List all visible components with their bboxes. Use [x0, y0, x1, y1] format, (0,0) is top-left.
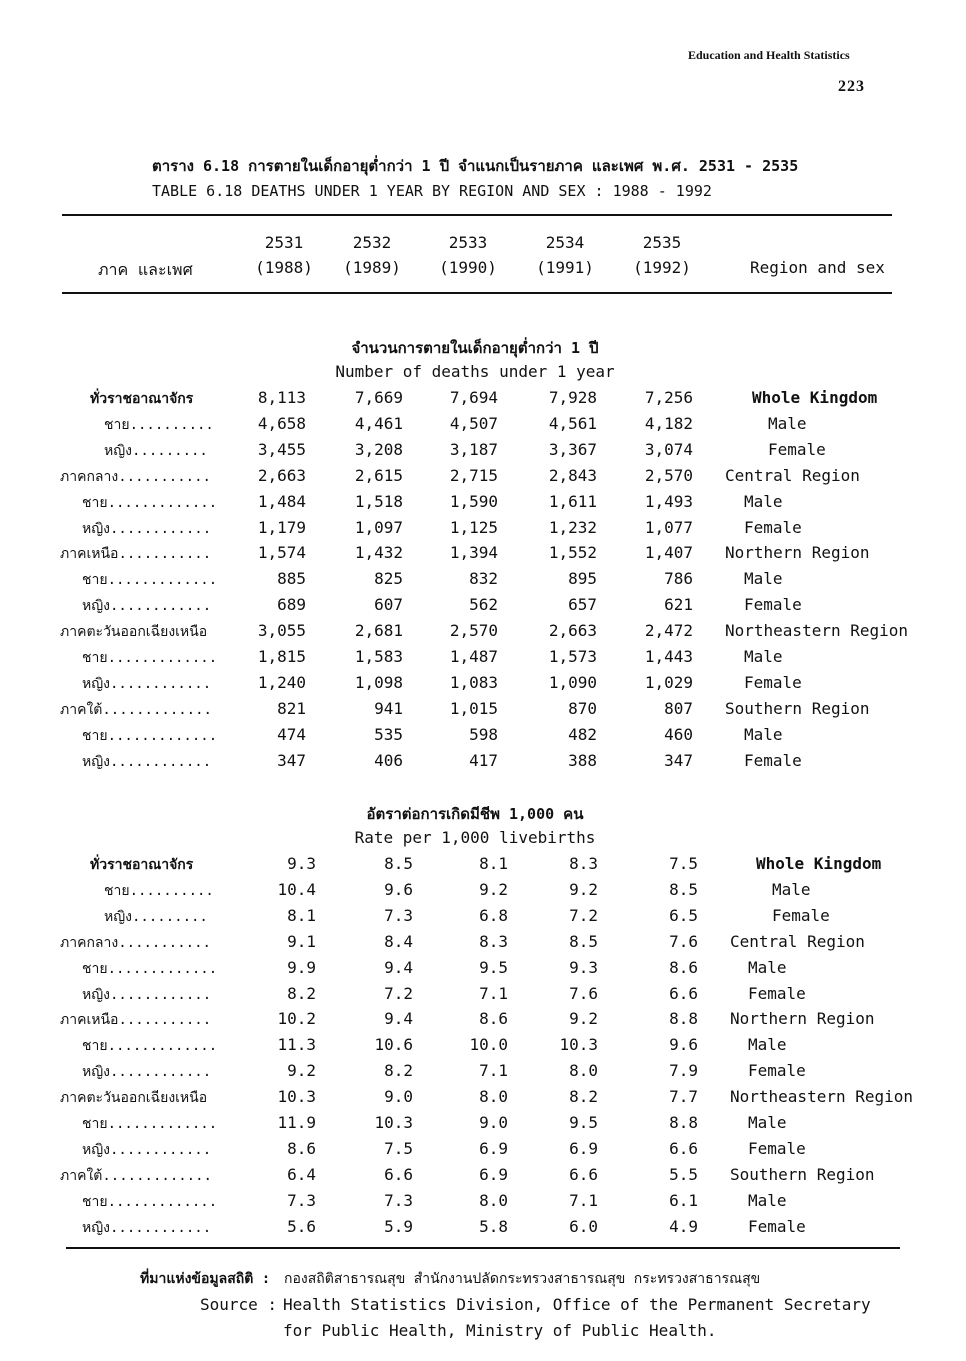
source-line-1: Health Statistics Division, Office of the Permanent Secretary — [283, 1295, 871, 1314]
cell-value: 8.0 — [479, 1190, 508, 1210]
cell-value: 4.9 — [669, 1216, 698, 1236]
cell-value: 9.2 — [569, 1009, 598, 1029]
row-label-english: Northeastern Region — [730, 1087, 914, 1107]
cell-value: 7.3 — [287, 1190, 316, 1210]
cell-value: 7,694 — [449, 388, 498, 407]
cell-value: 7,256 — [644, 388, 693, 407]
cell-value: 3,055 — [257, 621, 306, 641]
col-year-4-be: 2534 — [545, 233, 585, 252]
cell-value: 7.3 — [384, 1190, 413, 1210]
row-label-english: Female — [744, 595, 802, 615]
cell-value: 7.2 — [384, 983, 413, 1003]
row-label-thai: ภาคตะวันออกเฉียงเหนือ — [60, 624, 208, 641]
cell-value: 10.2 — [277, 1009, 316, 1029]
source-label: Source : — [200, 1295, 278, 1314]
cell-value: 1,573 — [548, 647, 597, 666]
cell-value: 8.8 — [669, 1009, 698, 1029]
col-year-3-be: 2533 — [448, 233, 488, 252]
row-label-thai: หญิง............ — [82, 986, 212, 1003]
row-label-thai: ชาย............. — [82, 1193, 218, 1210]
row-label-english: Male — [748, 1190, 787, 1210]
row-label-english: Female — [744, 750, 802, 770]
table-row — [0, 388, 966, 414]
table-title-english: TABLE 6.18 DEATHS UNDER 1 YEAR BY REGION AND SEX : 1988 - 1992 — [152, 182, 712, 200]
cell-value: 8.6 — [669, 957, 698, 977]
cell-value: 3,074 — [644, 439, 693, 459]
cell-value: 9.6 — [669, 1035, 698, 1055]
cell-value: 1,394 — [449, 543, 498, 563]
cell-value: 8.8 — [669, 1113, 698, 1132]
cell-value: 8.0 — [479, 1087, 508, 1107]
cell-value: 1,484 — [257, 491, 306, 511]
row-label-english: Male — [748, 957, 787, 977]
cell-value: 895 — [568, 569, 597, 589]
table-title-thai: ตาราง 6.18 การตายในเด็กอายุต่ำกว่า 1 ปี จำแนกเป็นรายภาค และเพศ พ.ศ. 2531 - 2535 — [152, 157, 799, 175]
cell-value: 8.5 — [669, 879, 698, 899]
cell-value: 1,552 — [548, 543, 597, 563]
cell-value: 347 — [664, 750, 693, 770]
cell-value: 607 — [374, 595, 403, 615]
cell-value: 7.9 — [669, 1061, 698, 1081]
cell-value: 3,455 — [257, 439, 306, 459]
cell-value: 10.4 — [277, 879, 316, 899]
cell-value: 2,472 — [644, 621, 693, 641]
row-label-english: Male — [744, 724, 783, 744]
cell-value: 941 — [374, 698, 403, 718]
cell-value: 10.3 — [374, 1113, 413, 1132]
cell-value: 5.6 — [287, 1216, 316, 1236]
section-heading-english: Number of deaths under 1 year — [335, 362, 615, 381]
table-row — [0, 906, 966, 932]
row-label-thai: ชาย............. — [82, 727, 218, 744]
cell-value: 7.3 — [384, 905, 413, 925]
page-number: 223 — [838, 78, 865, 95]
row-label-thai: หญิง............ — [82, 598, 212, 615]
cell-value: 1,815 — [257, 647, 306, 666]
cell-value: 657 — [568, 595, 597, 615]
cell-value: 7.1 — [479, 1061, 508, 1081]
row-label-english: Northeastern Region — [725, 621, 909, 641]
cell-value: 9.2 — [569, 879, 598, 899]
row-label-thai: หญิง............ — [82, 520, 212, 537]
cell-value: 11.9 — [277, 1113, 316, 1132]
cell-value: 3,367 — [548, 439, 597, 459]
row-label-english: Male — [744, 647, 783, 666]
table-row — [0, 569, 966, 595]
cell-value: 8.3 — [569, 854, 598, 873]
cell-value: 1,432 — [354, 543, 403, 563]
cell-value: 1,240 — [257, 672, 306, 692]
col-year-2-be: 2532 — [352, 233, 392, 252]
table-row — [0, 1009, 966, 1035]
table-row — [0, 880, 966, 906]
cell-value: 9.6 — [384, 879, 413, 899]
cell-value: 598 — [469, 724, 498, 744]
cell-value: 7,928 — [548, 388, 597, 407]
row-label-english: Female — [748, 1138, 806, 1158]
cell-value: 6.6 — [384, 1164, 413, 1184]
cell-value: 6.8 — [479, 905, 508, 925]
row-label-thai: ทั่วราชอาณาจักร — [90, 391, 194, 407]
row-label-thai: ชาย............. — [82, 1038, 218, 1055]
cell-value: 8.1 — [479, 854, 508, 873]
table-row — [0, 1165, 966, 1191]
cell-value: 6.4 — [287, 1164, 316, 1184]
cell-value: 6.5 — [669, 905, 698, 925]
table-row — [0, 440, 966, 466]
cell-value: 8.6 — [287, 1138, 316, 1158]
cell-value: 2,570 — [449, 621, 498, 641]
cell-value: 9.1 — [287, 931, 316, 951]
row-label-thai: ชาย.......... — [104, 416, 214, 433]
cell-value: 11.3 — [277, 1035, 316, 1055]
source-thai-text: กองสถิติสาธารณสุข สำนักงานปลัดกระทรวงสาธารณสุข กระทรวงสาธารณสุข — [284, 1271, 761, 1287]
cell-value: 1,443 — [644, 647, 693, 666]
source-line-2: for Public Health, Ministry of Public Health. — [283, 1321, 717, 1340]
cell-value: 7.5 — [384, 1138, 413, 1158]
cell-value: 8.6 — [479, 1009, 508, 1029]
col-year-1-be: 2531 — [264, 233, 304, 252]
row-label-thai: ภาคใต้............. — [60, 701, 212, 718]
col-year-4-ad: (1991) — [536, 258, 594, 277]
row-label-english: Whole Kingdom — [752, 388, 878, 407]
table-row — [0, 595, 966, 621]
cell-value: 689 — [277, 595, 306, 615]
row-label-thai: ชาย............. — [82, 572, 218, 589]
row-label-english: Whole Kingdom — [756, 854, 882, 873]
row-label-english: Male — [772, 879, 811, 899]
row-label-thai: ภาคใต้............. — [60, 1167, 212, 1184]
cell-value: 4,561 — [548, 413, 597, 433]
row-label-thai: ภาคเหนือ........... — [60, 546, 212, 563]
table-row — [0, 984, 966, 1010]
cell-value: 8.4 — [384, 931, 413, 951]
cell-value: 2,615 — [354, 465, 403, 485]
table-row — [0, 518, 966, 544]
cell-value: 10.3 — [277, 1087, 316, 1107]
row-label-english: Male — [748, 1113, 787, 1132]
cell-value: 10.3 — [559, 1035, 598, 1055]
cell-value: 2,715 — [449, 465, 498, 485]
cell-value: 7.7 — [669, 1087, 698, 1107]
table-row — [0, 492, 966, 518]
table-row — [0, 699, 966, 725]
row-label-english: Female — [748, 983, 806, 1003]
cell-value: 10.6 — [374, 1035, 413, 1055]
cell-value: 535 — [374, 724, 403, 744]
cell-value: 4,507 — [449, 413, 498, 433]
cell-value: 7.6 — [669, 931, 698, 951]
cell-value: 786 — [664, 569, 693, 589]
row-label-english: Female — [744, 517, 802, 537]
row-label-thai: ชาย.......... — [104, 882, 214, 899]
cell-value: 6.9 — [479, 1164, 508, 1184]
section-heading-english: Rate per 1,000 livebirths — [354, 828, 596, 847]
row-label-english: Female — [768, 439, 826, 459]
cell-value: 1,097 — [354, 517, 403, 537]
row-label-english: Central Region — [725, 465, 860, 485]
row-label-thai: หญิง............ — [82, 1141, 212, 1158]
cell-value: 9.4 — [384, 1009, 413, 1029]
table-row — [0, 1139, 966, 1165]
cell-value: 562 — [469, 595, 498, 615]
cell-value: 8.1 — [287, 905, 316, 925]
cell-value: 9.2 — [479, 879, 508, 899]
cell-value: 1,518 — [354, 491, 403, 511]
cell-value: 8.5 — [384, 854, 413, 873]
cell-value: 3,208 — [354, 439, 403, 459]
cell-value: 885 — [277, 569, 306, 589]
cell-value: 1,232 — [548, 517, 597, 537]
row-label-english: Female — [748, 1216, 806, 1236]
cell-value: 8,113 — [257, 388, 306, 407]
row-label-thai: ชาย............. — [82, 1116, 218, 1132]
table-row — [0, 1035, 966, 1061]
cell-value: 9.0 — [384, 1087, 413, 1107]
cell-value: 474 — [277, 724, 306, 744]
cell-value: 5.9 — [384, 1216, 413, 1236]
cell-value: 1,611 — [548, 491, 597, 511]
table-row — [0, 621, 966, 647]
col-year-5-ad: (1992) — [633, 258, 691, 277]
cell-value: 8.0 — [569, 1061, 598, 1081]
cell-value: 1,090 — [548, 672, 597, 692]
cell-value: 8.3 — [479, 931, 508, 951]
cell-value: 1,015 — [449, 698, 498, 718]
row-label-thai: หญิง............ — [82, 1219, 212, 1236]
cell-value: 1,029 — [644, 672, 693, 692]
row-label-english: Central Region — [730, 931, 865, 951]
cell-value: 9.5 — [479, 957, 508, 977]
col-year-5-be: 2535 — [642, 233, 682, 252]
table-row — [0, 1191, 966, 1217]
cell-value: 9.3 — [287, 854, 316, 873]
cell-value: 347 — [277, 750, 306, 770]
row-label-english: Northern Region — [725, 543, 870, 563]
cell-value: 1,493 — [644, 491, 693, 511]
table-row — [0, 647, 966, 673]
top-rule — [62, 214, 892, 216]
section-heading-thai: จำนวนการตายในเด็กอายุต่ำกว่า 1 ปี — [351, 339, 599, 357]
cell-value: 4,461 — [354, 413, 403, 433]
cell-value: 4,182 — [644, 413, 693, 433]
row-label-english: Male — [744, 491, 783, 511]
row-label-english: Southern Region — [725, 698, 870, 718]
table-row — [0, 673, 966, 699]
row-label-thai: หญิง............ — [82, 1064, 212, 1081]
cell-value: 2,663 — [548, 621, 597, 641]
row-label-english: Northern Region — [730, 1009, 875, 1029]
cell-value: 406 — [374, 750, 403, 770]
col-year-1-ad: (1988) — [255, 258, 313, 277]
column-label-english: Region and sex — [750, 258, 885, 277]
cell-value: 821 — [277, 698, 306, 718]
row-label-thai: ทั่วราชอาณาจักร — [90, 857, 194, 873]
cell-value: 2,663 — [257, 465, 306, 485]
cell-value: 1,125 — [449, 517, 498, 537]
table-row — [0, 543, 966, 569]
cell-value: 2,681 — [354, 621, 403, 641]
cell-value: 832 — [469, 569, 498, 589]
row-label-thai: ชาย............. — [82, 960, 218, 977]
row-label-thai: ภาคกลาง........... — [60, 468, 211, 485]
cell-value: 9.0 — [479, 1113, 508, 1132]
table-row — [0, 1087, 966, 1113]
header-rule — [62, 292, 892, 294]
cell-value: 5.5 — [669, 1164, 698, 1184]
cell-value: 10.0 — [469, 1035, 508, 1055]
cell-value: 7.5 — [669, 854, 698, 873]
cell-value: 482 — [568, 724, 597, 744]
table-row — [0, 854, 966, 880]
cell-value: 8.5 — [569, 931, 598, 951]
cell-value: 807 — [664, 698, 693, 718]
cell-value: 417 — [469, 750, 498, 770]
cell-value: 621 — [664, 595, 693, 615]
row-label-thai: ภาคตะวันออกเฉียงเหนือ — [60, 1090, 208, 1107]
cell-value: 1,590 — [449, 491, 498, 511]
row-label-thai: หญิง......... — [104, 908, 208, 925]
cell-value: 7.2 — [569, 905, 598, 925]
cell-value: 1,098 — [354, 672, 403, 692]
cell-value: 1,583 — [354, 647, 403, 666]
cell-value: 1,077 — [644, 517, 693, 537]
cell-value: 1,407 — [644, 543, 693, 563]
cell-value: 7.6 — [569, 983, 598, 1003]
section-heading-thai: อัตราต่อการเกิดมีชีพ 1,000 คน — [366, 805, 584, 823]
row-label-english: Male — [768, 413, 807, 433]
row-label-english: Male — [748, 1035, 787, 1055]
cell-value: 8.2 — [569, 1087, 598, 1107]
table-row — [0, 751, 966, 777]
row-label-thai: หญิง............ — [82, 675, 212, 692]
table-row — [0, 1061, 966, 1087]
table-row — [0, 1113, 966, 1139]
cell-value: 870 — [568, 698, 597, 718]
col-year-3-ad: (1990) — [439, 258, 497, 277]
cell-value: 388 — [568, 750, 597, 770]
table-row — [0, 414, 966, 440]
cell-value: 6.0 — [569, 1216, 598, 1236]
cell-value: 9.4 — [384, 957, 413, 977]
cell-value: 6.9 — [569, 1138, 598, 1158]
cell-value: 6.1 — [669, 1190, 698, 1210]
bottom-rule — [66, 1247, 900, 1249]
cell-value: 460 — [664, 724, 693, 744]
cell-value: 2,843 — [548, 465, 597, 485]
row-label-english: Male — [744, 569, 783, 589]
table-row — [0, 958, 966, 984]
col-year-2-ad: (1989) — [343, 258, 401, 277]
cell-value: 7,669 — [354, 388, 403, 407]
cell-value: 9.3 — [569, 957, 598, 977]
column-label-thai: ภาค และเพศ — [98, 260, 193, 279]
row-label-thai: หญิง......... — [104, 442, 208, 459]
cell-value: 1,179 — [257, 517, 306, 537]
row-label-english: Female — [748, 1061, 806, 1081]
row-label-thai: หญิง............ — [82, 753, 212, 770]
cell-value: 5.8 — [479, 1216, 508, 1236]
cell-value: 4,658 — [257, 413, 306, 433]
cell-value: 8.2 — [287, 983, 316, 1003]
cell-value: 2,570 — [644, 465, 693, 485]
row-label-thai: ชาย............. — [82, 650, 218, 666]
cell-value: 7.1 — [569, 1190, 598, 1210]
row-label-thai: ภาคเหนือ........... — [60, 1012, 212, 1029]
cell-value: 825 — [374, 569, 403, 589]
table-row — [0, 725, 966, 751]
row-label-english: Female — [744, 672, 802, 692]
table-row — [0, 932, 966, 958]
row-label-english: Southern Region — [730, 1164, 875, 1184]
cell-value: 9.5 — [569, 1113, 598, 1132]
row-label-thai: ภาคกลาง........... — [60, 934, 211, 951]
source-thai-label: ที่มาแห่งข้อมูลสถิติ : — [140, 1271, 271, 1287]
row-label-english: Female — [772, 905, 830, 925]
cell-value: 6.6 — [669, 1138, 698, 1158]
table-row — [0, 1217, 966, 1243]
cell-value: 9.9 — [287, 957, 316, 977]
cell-value: 9.2 — [287, 1061, 316, 1081]
running-header: Education and Health Statistics — [688, 48, 850, 62]
cell-value: 7.1 — [479, 983, 508, 1003]
cell-value: 3,187 — [449, 439, 498, 459]
cell-value: 6.6 — [669, 983, 698, 1003]
cell-value: 1,574 — [257, 543, 306, 563]
cell-value: 6.9 — [479, 1138, 508, 1158]
table-row — [0, 466, 966, 492]
cell-value: 1,083 — [449, 672, 498, 692]
cell-value: 8.2 — [384, 1061, 413, 1081]
row-label-thai: ชาย............. — [82, 494, 218, 511]
cell-value: 6.6 — [569, 1164, 598, 1184]
cell-value: 1,487 — [449, 647, 498, 666]
